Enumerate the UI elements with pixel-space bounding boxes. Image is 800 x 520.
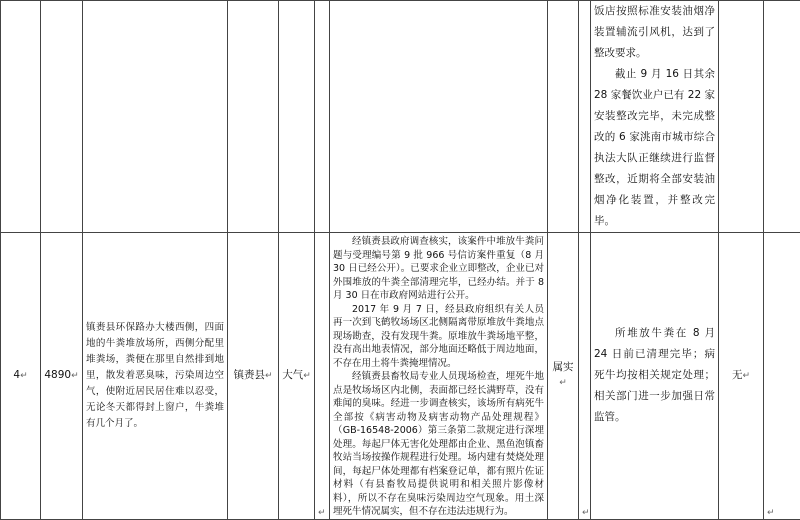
region-value: 镇赉县 <box>233 369 265 381</box>
case-no-value: 4890 <box>44 369 71 381</box>
complaint-cell <box>83 1 228 233</box>
findings-paragraph: 经镇赉县政府调查核实，该案件中堆放牛粪问题与受理编号第 9 批 966 号信访案件重复（8 月 30 日已经公开）。已要求企业立即整改，企业已对外围堆放的牛粪全部清理完毕，已经办结。并于 8 月 30 日在市政府网站进行公开。 <box>333 235 544 303</box>
seq-value: 4 <box>13 369 20 381</box>
rectification-cell <box>591 1 719 233</box>
blank-cell <box>579 1 591 233</box>
paragraph-mark: ↵ <box>20 371 28 381</box>
accountability-cell <box>719 1 764 233</box>
verdict-cell <box>548 1 579 233</box>
pollution-cell <box>279 233 315 520</box>
findings-paragraph: 经镇赉县畜牧局专业人员现场检查，埋死牛地点是牧场场区内北侧，表面都已经长满野草，没有难闻的臭味。经进一步调查核实，该场所有病死牛全部按《病害动物及病害动物产品处理规程》（GB-16548-2006）第三条第二款规定进行深埋处理。每起尸体无害化处理都由企业、黑鱼泡镇畜牧站当场按操作规程进行处理。场内建有焚烧处理间，每起尸体处理都有档案登记单，都有照片佐证材料（有县畜牧局提供说明和相关照片影像材料），所以不存在臭味污染周边空气现象。用土深埋死牛情况属实，但不存在违法违规行为。 <box>333 370 544 519</box>
case-no-cell <box>41 233 83 520</box>
paragraph-mark: ↵ <box>265 371 273 381</box>
blank-cell <box>764 233 800 520</box>
paragraph-mark: ↵ <box>559 378 567 388</box>
case-no-cell <box>41 1 83 233</box>
paragraph-mark: ↵ <box>742 371 750 381</box>
region-cell <box>228 1 279 233</box>
table-row <box>1 233 800 520</box>
paragraph-mark: ↵ <box>582 508 590 518</box>
blank-cell <box>315 233 330 520</box>
complaint-cell <box>83 233 228 520</box>
blank-cell <box>764 1 800 233</box>
paragraph-mark: ↵ <box>71 371 79 381</box>
findings-paragraph: 2017 年 9 月 7 日，经县政府组织有关人员再一次到飞鹤牧场场区北侧隔离带原堆放牛粪地点现场勘查，没有发现牛粪。原堆放牛粪场地平整，没有高出地表情况，部分地面还略低于周边地面，不存在用土将牛粪掩埋情况。 <box>333 303 544 371</box>
blank-cell <box>315 1 330 233</box>
accountability-value: 无 <box>732 369 743 381</box>
complaint-text: 镇赉县环保路办大楼西侧，四面地的牛粪堆放场所，西侧分配里堆粪场，粪便在那里自然排到地里，散发着恶臭味，污染周边空气，使附近居民居住难以忍受，无论冬天都得封上窗户，牛粪堆有几个月了。 <box>86 320 224 432</box>
region-cell <box>228 233 279 520</box>
pollution-value: 大气 <box>282 369 303 381</box>
paragraph-mark: ↵ <box>318 508 326 518</box>
rectification-paragraph: 饭店按照标准安装油烟净装置辅流引风机，达到了整改要求。 <box>594 1 715 64</box>
paragraph-mark: ↵ <box>767 508 775 518</box>
rectification-paragraph: 所堆放牛粪在 8 月 24 日前已清理完毕；病死牛均按相关规定处理；相关部门进一步加强日常监管。 <box>594 323 715 428</box>
seq-cell <box>1 1 41 233</box>
rectification-cell <box>591 233 719 520</box>
table-row <box>1 1 800 233</box>
rectification-paragraph: 截止 9 月 16 日其余 28 家餐饮业户已有 22 家安装整改完毕，未完成整改的 6 家洮南市城市综合执法大队正继续进行监督整改，近期将全部安装油烟净化装置，并整改完毕。 <box>594 64 715 232</box>
verdict-cell <box>548 233 579 520</box>
seq-cell <box>1 233 41 520</box>
paragraph-mark: ↵ <box>303 371 311 381</box>
blank-cell <box>579 233 591 520</box>
findings-cell <box>330 1 548 233</box>
pollution-cell <box>279 1 315 233</box>
verdict-value: 属实 <box>553 361 574 373</box>
accountability-cell <box>719 233 764 520</box>
findings-cell <box>330 233 548 520</box>
